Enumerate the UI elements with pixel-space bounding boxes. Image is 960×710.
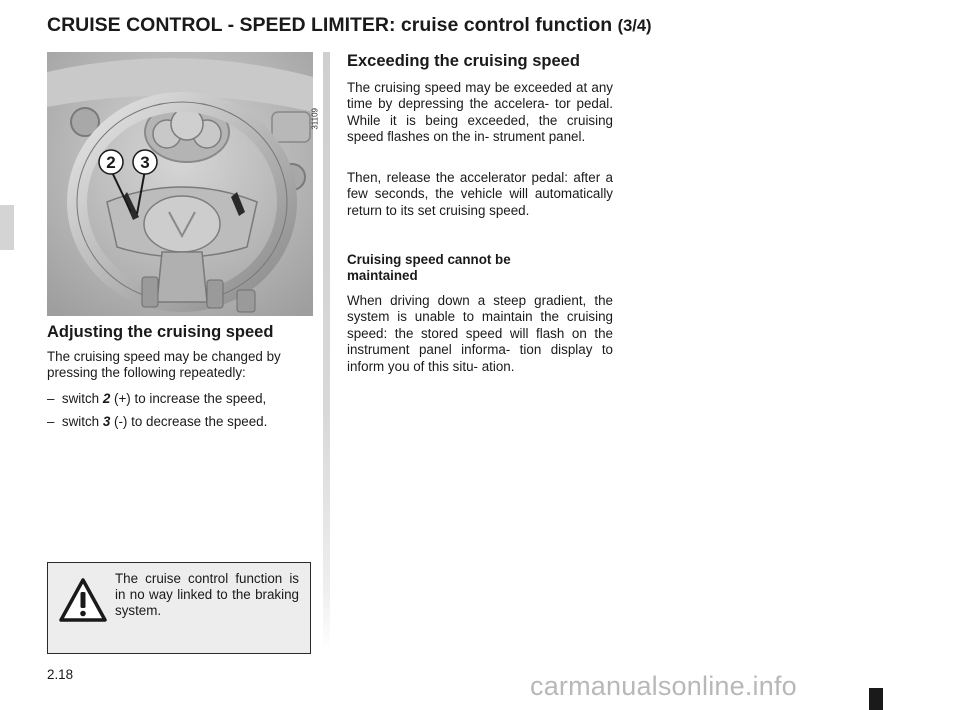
callout-3-label: 3 — [140, 153, 150, 172]
subheading-cannot-maintain: Cruising speed cannot be maintained — [347, 252, 511, 284]
steering-wheel-drawing — [47, 52, 313, 316]
bullet-suffix: (+) to increase the speed, — [110, 391, 267, 406]
heading-adjusting: Adjusting the cruising speed — [47, 323, 274, 341]
switch-number: 2 — [102, 391, 111, 406]
cannot-maintain-para: When driving down a steep gradient, the system is unable to maintain the cruising speed: the stored speed will flash on the instrument panel informa- tion display to inform you of this situ- ation. — [347, 293, 613, 374]
title-text: CRUISE CONTROL - SPEED LIMITER: cruise control function — [47, 14, 613, 36]
bullet-increase — [47, 391, 266, 407]
page-number: 2.18 — [47, 667, 74, 682]
bullet-prefix: switch — [61, 391, 103, 406]
warning-triangle-icon — [58, 577, 108, 623]
warning-box — [47, 562, 311, 654]
bullet-decrease — [47, 414, 267, 430]
warning-text: The cruise control function is in no way linked to the braking system. — [115, 571, 299, 619]
heading-exceeding: Exceeding the cruising speed — [347, 52, 580, 70]
bullet-dash: – — [47, 391, 55, 406]
corner-mark — [869, 688, 883, 710]
exceeding-para-2: Then, release the accelerator pedal: after a few seconds, the vehicle will automatically return to its set cruising speed. — [347, 170, 613, 218]
title-page-of: (3/4) — [617, 17, 652, 35]
exceeding-para-1: The cruising speed may be exceeded at any time by depressing the accelera- tor pedal. While it is being exceeded, the cruising speed flashes on the in- strument panel. — [347, 80, 613, 145]
watermark: carmanualsonline.info — [530, 671, 797, 701]
bullet-dash: – — [47, 414, 55, 429]
callout-2-label: 2 — [106, 153, 116, 172]
column-divider — [323, 52, 330, 652]
section-tab — [0, 205, 14, 250]
switch-number: 3 — [102, 414, 111, 429]
steering-wheel-illustration — [47, 52, 320, 316]
bullet-prefix: switch — [61, 414, 103, 429]
figure-code: 31109 — [311, 108, 320, 130]
bullet-suffix: (-) to decrease the speed. — [110, 414, 268, 429]
page-title — [47, 14, 652, 37]
adjusting-intro: The cruising speed may be changed by pressing the following repeatedly: — [47, 349, 281, 381]
